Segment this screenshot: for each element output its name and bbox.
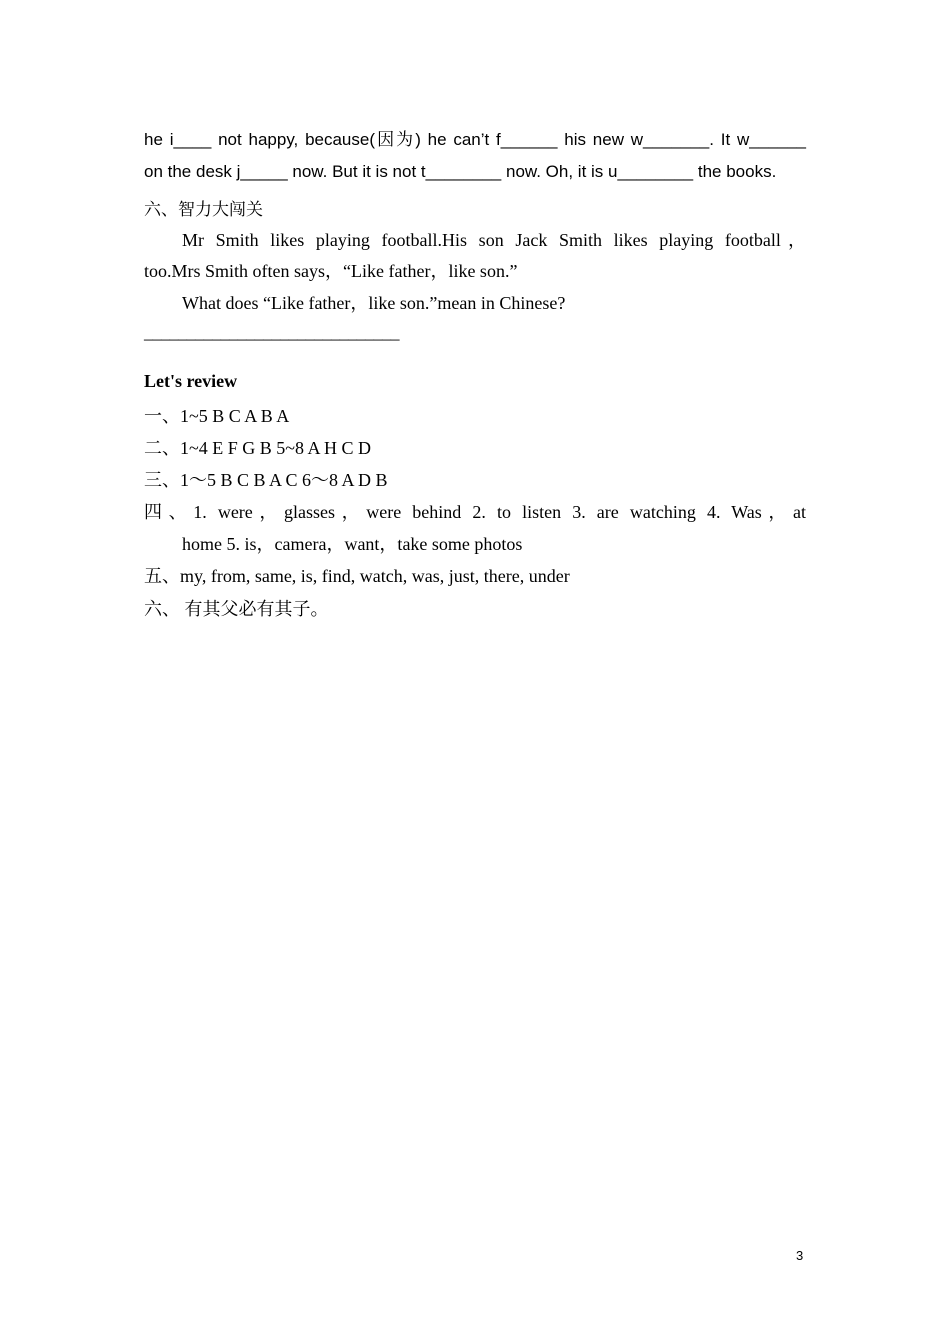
review-answer-4-line-1: 四、1. were，glasses，were behind 2. to listen 3. are watching 4. Was，at bbox=[144, 502, 806, 522]
review-answer-6: 六、 有其父必有其子。 bbox=[144, 599, 329, 619]
review-answer-5: 五、my, from, same, is, find, watch, was, just, there, under bbox=[144, 566, 570, 586]
review-answer-3: 三、1～5 B C B A C 6～8 A D B bbox=[144, 470, 388, 490]
review-answer-2: 二、1~4 E F G B 5~8 A H C D bbox=[144, 438, 372, 458]
review-heading: Let's review bbox=[144, 371, 238, 391]
passage-line-1: he i____ not happy, because(因为) he can’t f______ his new w_______. It w______ bbox=[144, 130, 806, 149]
section-6-question: What does “Like father，like son.”mean in Chinese? bbox=[182, 293, 566, 313]
review-answer-1: 一、1~5 B C A B A bbox=[144, 406, 290, 426]
page-number: 3 bbox=[796, 1248, 804, 1263]
passage-line-2: on the desk j_____ now. But it is not t________ now. Oh, it is u________ the books. bbox=[144, 162, 777, 181]
section-6-paragraph-line-2: too.Mrs Smith often says，“Like father，like son.” bbox=[144, 261, 518, 281]
answer-blank-line: ______________________________ bbox=[144, 322, 399, 342]
section-6-heading: 六、智力大闯关 bbox=[144, 200, 263, 219]
section-6-paragraph-line-1: Mr Smith likes playing football.His son Jack Smith likes playing football， bbox=[182, 230, 806, 250]
review-answer-4-line-2: home 5. is，camera，want，take some photos bbox=[182, 534, 523, 554]
